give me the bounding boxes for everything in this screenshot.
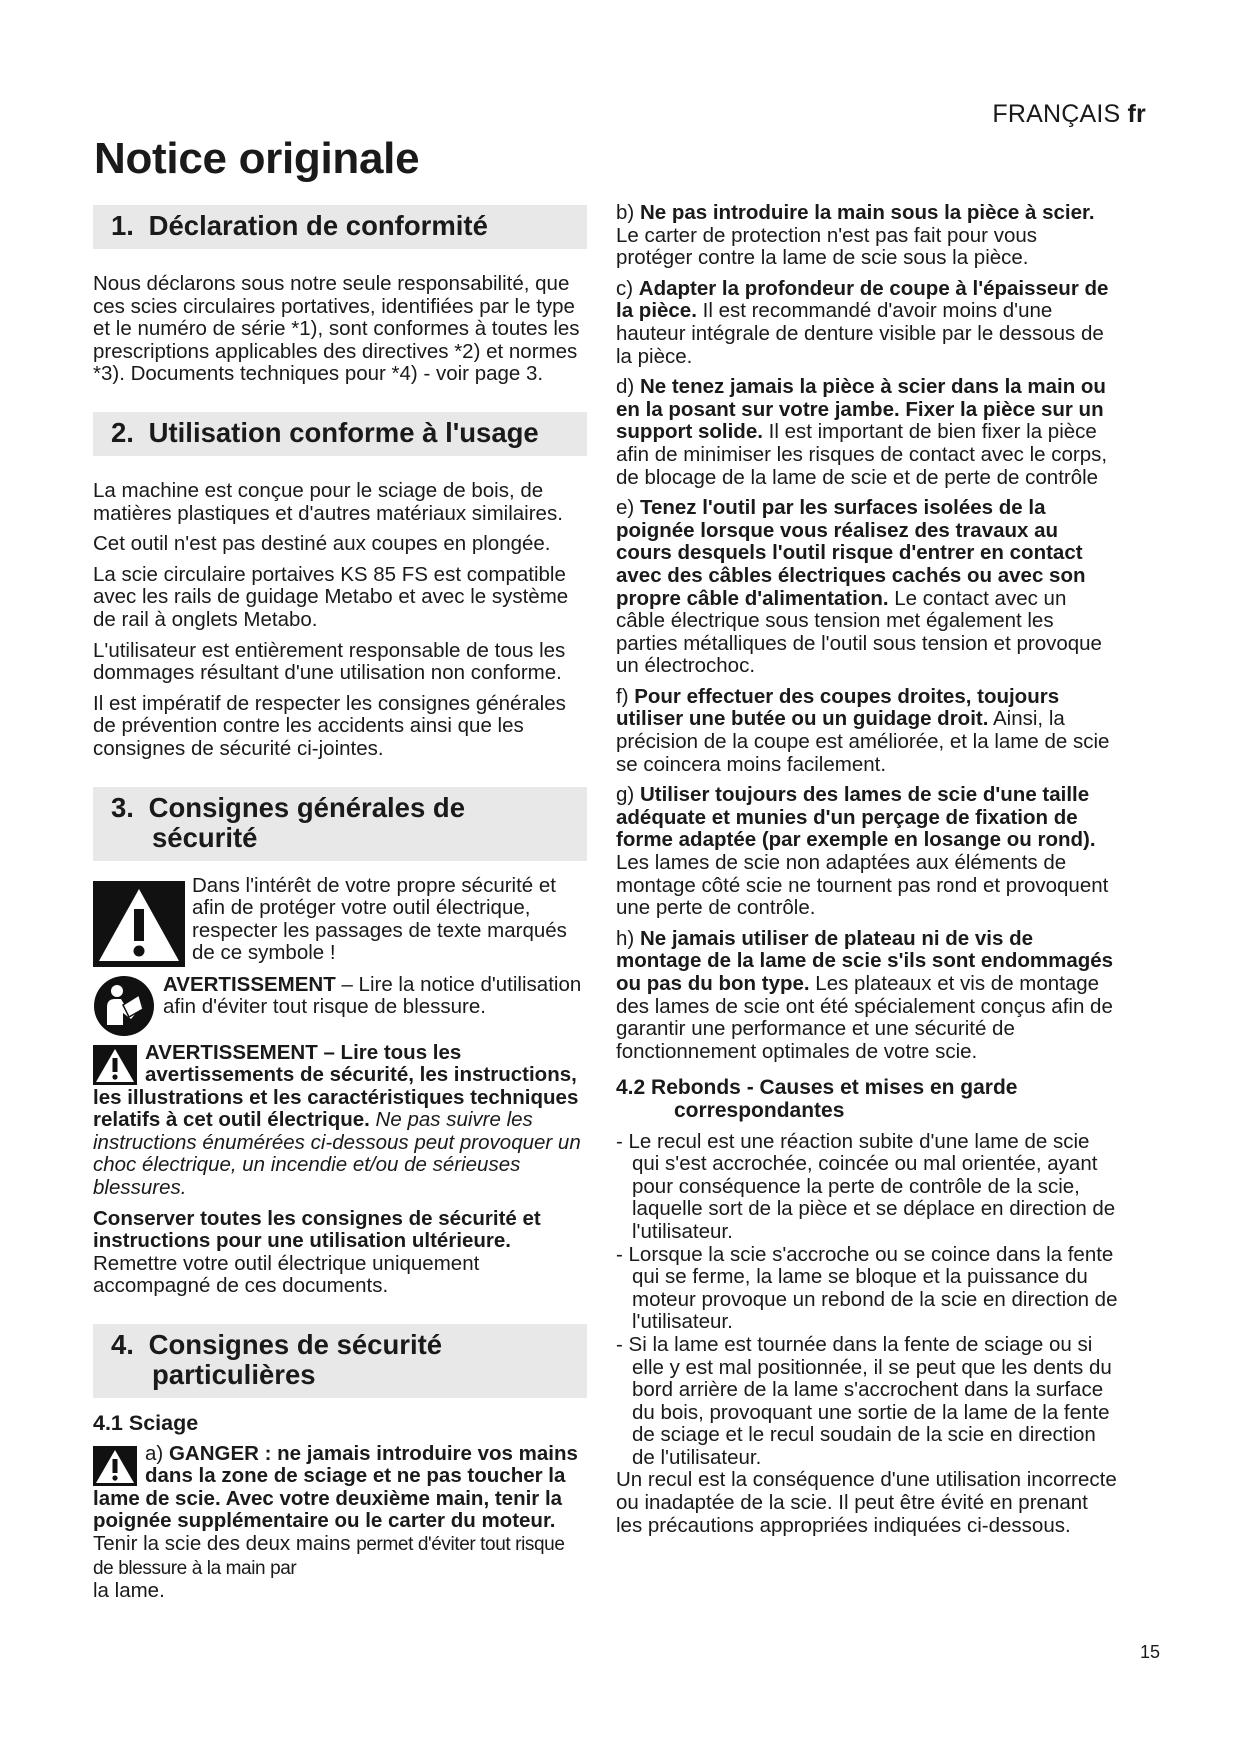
- item-f-prefix: f): [616, 684, 635, 708]
- section-1-paragraph: Nous déclarons sous notre seule responsabilité, que ces scies circulaires portatives, identifiées par le type et le numéro de série *1), sont conformes à toutes les prescriptions applicables des directives *2) et normes *3). Documents techniques pour *4) - voir page 3.: [93, 272, 580, 386]
- item-e-bold: Tenez l'outil par les surfaces isolées de la poignée lorsque vous réalisez des travaux au cours desquels l'outil risque d'entrer en contact avec des câbles électriques cachés ou avec son propre câble d'alimentation.: [616, 496, 1086, 610]
- section-3-title-cont: sécurité: [152, 821, 258, 853]
- item-c-bold: Adapter la profondeur de coupe à l'épaisseur de la pièce.: [616, 276, 1109, 323]
- page-title: Notice originale: [94, 134, 420, 183]
- section-4-number: 4.: [111, 1329, 134, 1361]
- item-g-prefix: g): [616, 783, 640, 807]
- kickback-bullet-2: - Lorsque la scie s'accroche ou se coince dans la fente qui se ferme, la lame se bloque et la puissance du moteur provoque un rebond de la scie en direction de l'utilisateur.: [616, 1242, 1118, 1334]
- section-4-heading: [93, 1324, 587, 1398]
- item-f-paragraph: [616, 686, 1118, 776]
- item-h-bold: Ne jamais utiliser de plateau ni de vis de montage de la lame de scie s'ils sont endommagés ou pas du bon type.: [616, 926, 1114, 995]
- item-a-end: la lame.: [93, 1579, 165, 1603]
- keep-instructions-bold: Conserver toutes les consignes de sécurité et instructions pour une utilisation ultérieure.: [93, 1206, 541, 1253]
- item-a-paragraph: [93, 1443, 587, 1603]
- subsection-4-1-title: 4.1 Sciage: [93, 1411, 199, 1436]
- item-b-bold: Ne pas introduire la main sous la pièce à scier.: [639, 201, 1095, 224]
- read-manual-icon: [93, 975, 155, 1037]
- general-warning-italic: Ne pas suivre les instructions énumérées ci-dessous peut provoquer un choc électrique, un incendie et/ou de sérieuses blessures.: [93, 1108, 581, 1200]
- section-3-title: Consignes générales de: [148, 791, 465, 823]
- item-a-text: Tenir la scie des deux mains: [93, 1532, 357, 1555]
- item-f-text: Ainsi, la précision de la coupe est améliorée, et la lame de scie se coincera moins facilement.: [616, 707, 1110, 776]
- warning-triangle-icon: [93, 1446, 137, 1486]
- kickback-bullet-1: - Le recul est une réaction subite d'une lame de scie qui s'est accrochée, coincée ou mal orientée, ayant pour conséquence la perte de contrôle de la scie, laquelle sort de la pièce et se déplace en direction de l'utilisateur.: [616, 1129, 1116, 1243]
- item-d-bold: Ne tenez jamais la pièce à scier dans la main ou en la posant sur votre jambe. Fixer la pièce sur un support solide.: [616, 375, 1106, 444]
- item-c-paragraph: [616, 278, 1118, 368]
- read-manual-note: [93, 974, 587, 1036]
- read-manual-label: AVERTISSEMENT: [163, 972, 336, 996]
- keep-instructions-text: Remettre votre outil électrique uniquement accompagné de ces documents.: [93, 1251, 480, 1298]
- warning-symbol-text: Dans l'intérêt de votre propre sécurité et afin de protéger votre outil électrique, respecter les passages de texte marqués de ce symbole !: [192, 873, 567, 965]
- kickback-bullet-3: - Si la lame est tournée dans la fente de sciage ou si elle y est mal positionnée, il se peut que les dents du bord arrière de la lame s'accrochent dans la surface du bois, provoquant une sortie de la lame de la fente de sciage et le recul soudain de la scie en direction de l'utilisateur.: [616, 1332, 1112, 1469]
- section-2-paragraph-4: L'utilisateur est entièrement responsable de tous les dommages résultant d'une utilisation non conforme.: [93, 638, 566, 685]
- section-2-paragraph-1: La machine est conçue pour le sciage de bois, de matières plastiques et d'autres matériaux similaires.: [93, 478, 563, 525]
- section-2-title: Utilisation conforme à l'usage: [148, 416, 539, 448]
- item-d-paragraph: [616, 376, 1118, 489]
- section-2-heading: [93, 412, 587, 456]
- item-e-text: Le contact avec un câble électrique sous tension met également les parties métalliques de l'outil sous tension et provoque un électrochoc.: [616, 586, 1102, 678]
- subsection-4-2-title-line-2: correspondantes: [674, 1098, 845, 1122]
- warning-triangle-icon: [93, 1045, 137, 1085]
- item-g-text: Les lames de scie non adaptées aux éléments de montage côté scie ne tournent pas rond et provoquent une perte de contrôle.: [616, 851, 1109, 920]
- item-e-prefix: e): [616, 496, 640, 520]
- warning-triangle-icon: [93, 881, 185, 967]
- kickback-closing-paragraph: Un recul est la conséquence d'une utilisation incorrecte ou inadaptée de la scie. Il peut être évité en prenant les précautions appropriées indiquées ci-dessous.: [616, 1468, 1117, 1537]
- item-a-bold: GANGER : ne jamais introduire vos mains dans la zone de sciage et ne pas toucher la lame de scie. Avec votre deuxième main, tenir la poignée supplémentaire ou le carter du moteur.: [93, 1441, 578, 1533]
- subsection-4-2-title: [616, 1077, 1118, 1122]
- warning-symbol-note: [93, 875, 587, 970]
- item-b-prefix: b): [616, 201, 640, 224]
- section-2-paragraph-5: Il est impératif de respecter les consignes générales de prévention contre les accidents ainsi que les consignes de sécurité ci-jointes.: [93, 691, 566, 760]
- item-a-small-text: permet d'éviter tout risque de blessure à la main par: [93, 1534, 565, 1579]
- item-g-paragraph: [616, 784, 1118, 920]
- language-name: FRANÇAIS: [992, 100, 1121, 128]
- section-2-paragraph-3: La scie circulaire portaives KS 85 FS est compatible avec les rails de guidage Metabo et avec le système de rail à onglets Metabo.: [93, 562, 569, 631]
- language-label: [992, 100, 1146, 129]
- section-3-heading: [93, 787, 587, 861]
- section-4-title-cont: particulières: [152, 1359, 316, 1391]
- section-3-number: 3.: [111, 791, 134, 823]
- item-e-paragraph: [616, 497, 1118, 678]
- item-a-prefix: a): [145, 1441, 169, 1465]
- general-warning-bold: AVERTISSEMENT – Lire tous les avertissements de sécurité, les instructions, les illustrations et les caractéristiques techniques relatifs à cet outil électrique.: [93, 1040, 579, 1132]
- section-1-number: 1.: [111, 210, 134, 241]
- section-2-paragraph-2: Cet outil n'est pas destiné aux coupes en plongée.: [93, 532, 551, 556]
- subsection-4-2-title-line-1: 4.2 Rebonds - Causes et mises en garde: [616, 1076, 1018, 1100]
- page-number: 15: [1139, 1642, 1160, 1662]
- read-manual-text: – Lire la notice d'utilisation afin d'éviter tout risque de blessure.: [163, 972, 582, 1019]
- right-column: [616, 202, 1118, 1545]
- section-4-title: Consignes de sécurité: [148, 1329, 443, 1361]
- item-b-paragraph: [616, 202, 1118, 270]
- language-code: fr: [1127, 100, 1146, 128]
- item-h-text: Les plateaux et vis de montage des lames de scie ont été spécialement conçus afin de garantir une performance et une sécurité de fonctionnement optimales de votre scie.: [616, 972, 1113, 1063]
- item-c-text: Il est recommandé d'avoir moins d'une hauteur intégrale de denture visible par le dessous de la pièce.: [616, 299, 1104, 368]
- left-column: [93, 205, 587, 1611]
- item-g-bold: Utiliser toujours des lames de scie d'une taille adéquate et munies d'un perçage de fixation de forme adaptée (par exemple en losange ou rond).: [616, 783, 1096, 852]
- section-1-title: Déclaration de conformité: [148, 210, 488, 241]
- item-d-text: Il est important de bien fixer la pièce afin de minimiser les risques de contact avec le corps, de blocage de la lame de scie et de perte de contrôle: [616, 420, 1108, 489]
- item-b-text: Le carter de protection n'est pas fait pour vous protéger contre la lame de scie sous la pièce.: [616, 223, 1037, 270]
- item-f-bold: Pour effectuer des coupes droites, toujours utiliser une butée ou un guidage droit.: [616, 684, 1060, 731]
- item-c-prefix: c): [616, 276, 639, 300]
- item-h-paragraph: [616, 928, 1118, 1064]
- section-2-number: 2.: [111, 416, 134, 448]
- item-h-prefix: h): [616, 926, 640, 950]
- section-1-heading: [93, 205, 587, 249]
- item-d-prefix: d): [616, 375, 640, 399]
- general-warning-paragraph: [93, 1042, 587, 1200]
